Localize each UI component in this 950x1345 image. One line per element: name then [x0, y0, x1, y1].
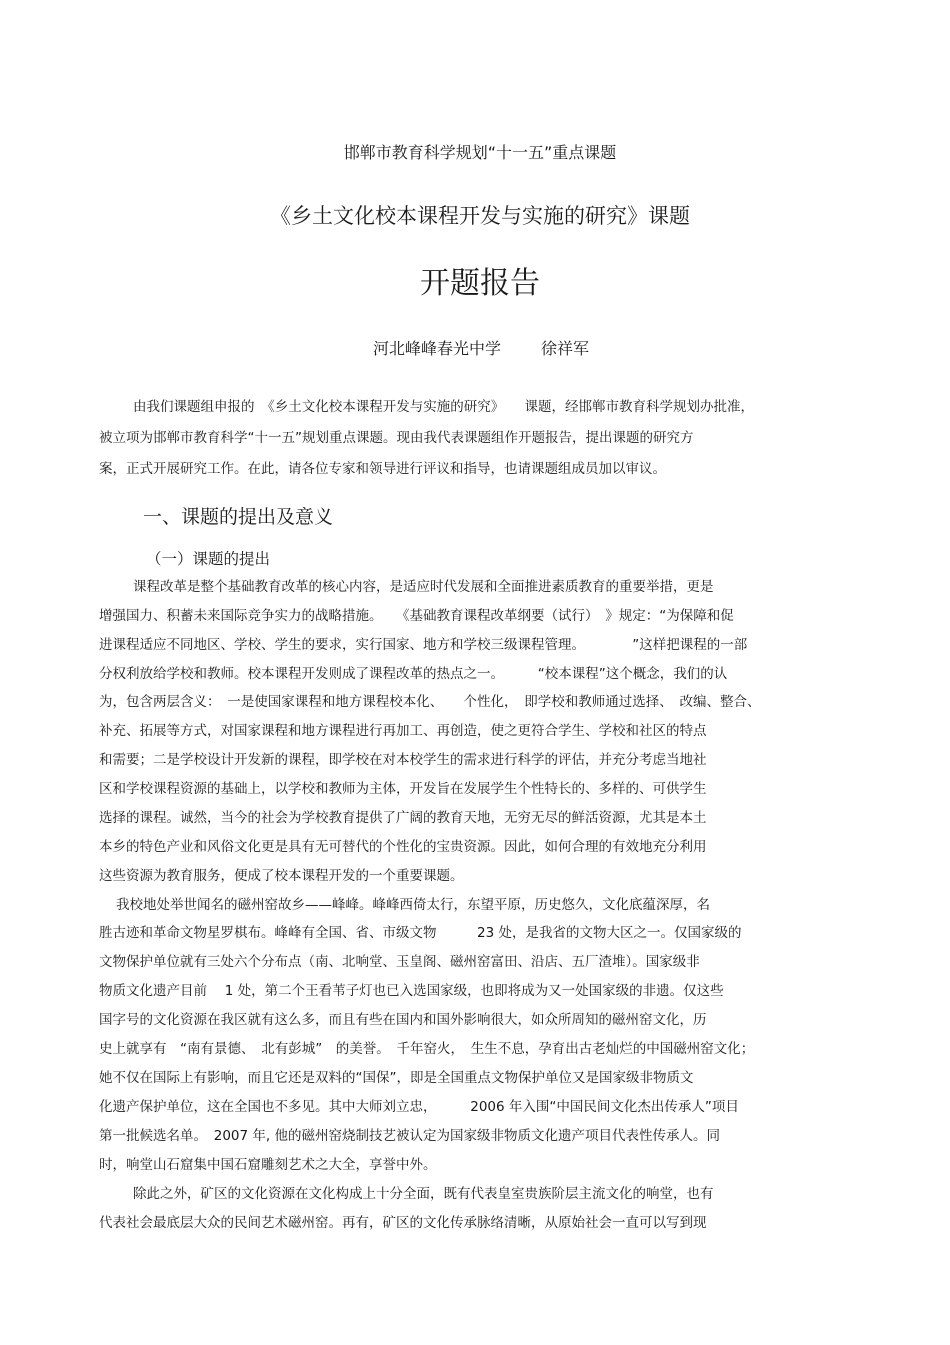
body-line: 文物保护单位就有三处六个分布点（南、北响堂、玉皇阁、磁州窑富田、沿店、五厂渣堆）。国家级非	[99, 954, 700, 970]
body-line: 分权利放给学校和教师。校本课程开发则成了课程改革的热点之一。 “校本课程”这个概念，我们的认	[99, 666, 728, 682]
intro-line: 由我们课题组申报的 《乡土文化校本课程开发与实施的研究》 课题，经邯郸市教育科学规划办批准，	[133, 399, 754, 415]
section-heading: 一、课题的提出及意义	[143, 506, 334, 528]
body-line: 国字号的文化资源在我区就有这么多，而且有些在国内和国外影响很大，如众所周知的磁州窑文化，历	[99, 1012, 707, 1028]
body-line: 时，响堂山石窟集中国石窟雕刻艺术之大全，享誉中外。	[99, 1157, 437, 1173]
body-line: 选择的课程。诚然，当今的社会为学校教育提供了广阔的教育天地，无穷无尽的鲜活资源，尤其是本土	[99, 810, 707, 826]
body-line: 增强国力、积蓄未来国际竞争实力的战略措施。 《基础教育课程改革纲要（试行） 》规定：“为保障和促	[99, 608, 734, 624]
intro-line: 案，正式开展研究工作。在此，请各位专家和领导进行评议和指导，也请课题组成员加以审议。	[99, 461, 666, 477]
body-line: 第一批候选名单。 2007 年, 他的磁州窑烧制技艺被认定为国家级非物质文化遗产项目代表性传承人。同	[99, 1128, 720, 1144]
body-line: 区和学校课程资源的基础上，以学校和教师为主体，开发旨在发展学生个性特长的、多样的、可供学生	[99, 781, 707, 797]
body-line: 她不仅在国际上有影响，而且它还是双料的“国保”，即是全国重点文物保护单位又是国家级非物质文	[99, 1070, 694, 1086]
author-name: 徐祥军	[541, 339, 590, 358]
body-line: 本乡的特色产业和风俗文化更是具有无可替代的个性化的宝贵资源。因此，如何合理的有效地充分利用	[99, 839, 707, 855]
body-line: 物质文化遗产目前 1 处，第二个王看苇子灯也已入选国家级，也即将成为又一处国家级的非遗。仅这些	[99, 983, 724, 999]
report-title: 开题报告	[420, 266, 540, 301]
body-line: 除此之外，矿区的文化资源在文化构成上十分全面，既有代表皇室贵族阶层主流文化的响堂，也有	[133, 1186, 714, 1202]
body-line: 我校地处举世闻名的磁州窑故乡——峰峰。峰峰西倚太行，东望平原，历史悠久，文化底蕴深厚，名	[116, 897, 710, 913]
body-line: 史上就享有 “南有景德、 北有彭城” 的美誉。 千年窑火， 生生不息，孕育出古老灿烂的中国磁州窑文化；	[99, 1041, 755, 1057]
body-line: 代表社会最底层大众的民间艺术磁州窑。再有，矿区的文化传承脉络清晰，从原始社会一直可以写到现	[99, 1215, 707, 1231]
body-line: 和需要；二是学校设计开发新的课程，即学校在对本校学生的需求进行科学的评估，并充分考虑当地社	[99, 752, 707, 768]
body-line: 胜古迹和革命文物星罗棋布。峰峰有全国、省、市级文物 23 处，是我省的文物大区之一。仅国家级的	[99, 925, 742, 941]
body-line: 进课程适应不同地区、学校、学生的要求，实行国家、地方和学校三级课程管理。 ”这样把课程的一部	[99, 637, 748, 653]
body-line: 这些资源为教育服务，便成了校本课程开发的一个重要课题。	[99, 868, 464, 884]
body-line: 补充、拓展等方式，对国家课程和地方课程进行再加工、再创造，使之更符合学生、学校和社区的特点	[99, 723, 707, 739]
body-line: 为，包含两层含义： 一是使国家课程和地方课程校本化、 个性化， 即学校和教师通过选择、 改编、整合、	[99, 694, 761, 710]
subsection-heading: （一）课题的提出	[146, 550, 271, 568]
project-title: 《乡土文化校本课程开发与实施的研究》课题	[270, 204, 690, 228]
body-line: 化遗产保护单位，这在全国也不多见。其中大师刘立忠， 2006 年入围“中国民间文化杰出传承人”项目	[99, 1099, 739, 1115]
author-line	[373, 336, 589, 359]
program-title: 邯郸市教育科学规划“十一五”重点课题	[343, 143, 617, 162]
school-name: 河北峰峰春光中学	[373, 339, 502, 358]
intro-line: 被立项为邯郸市教育科学“十一五”规划重点课题。现由我代表课题组作开题报告，提出课题的研究方	[99, 430, 694, 446]
body-line: 课程改革是整个基础教育改革的核心内容，是适应时代发展和全面推进素质教育的重要举措，更是	[133, 579, 714, 595]
